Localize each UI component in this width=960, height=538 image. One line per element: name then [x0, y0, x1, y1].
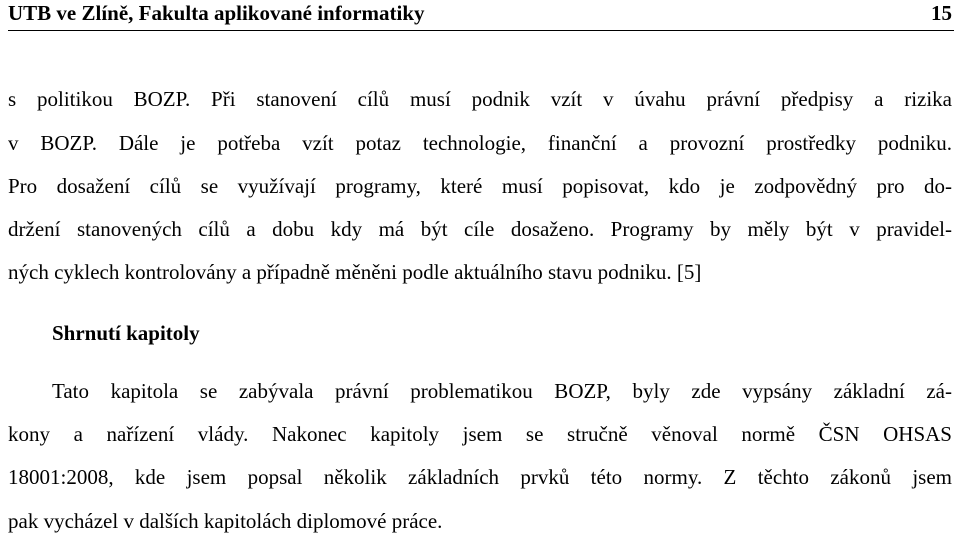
- paragraph-line: pak vycházel v dalších kapitolách diplomové práce.: [8, 509, 443, 533]
- paragraph-line: kony a nařízení vlády. Nakonec kapitoly jsem se stručně věnoval normě ČSN OHSAS: [8, 422, 952, 446]
- page-header: [8, 0, 954, 31]
- header-title: UTB ve Zlíně, Fakulta aplikované informatiky: [8, 1, 425, 25]
- section-heading: Shrnutí kapitoly: [52, 321, 200, 345]
- paragraph-line: s politikou BOZP. Při stanovení cílů musí podnik vzít v úvahu právní předpisy a rizika: [8, 87, 952, 111]
- paragraph-line: Pro dosažení cílů se využívají programy, které musí popisovat, kdo je zodpovědný pro do-: [8, 174, 952, 198]
- paragraph-line: 18001:2008, kde jsem popsal několik základních prvků této normy. Z těchto zákonů jsem: [8, 465, 952, 489]
- page-number: 15: [931, 1, 952, 25]
- paragraph-line: Tato kapitola se zabývala právní problematikou BOZP, byly zde vypsány základní zá-: [52, 379, 952, 403]
- paragraph-line: ných cyklech kontrolovány a případně měněni podle aktuálního stavu podniku. [5]: [8, 260, 702, 284]
- paragraph-line: v BOZP. Dále je potřeba vzít potaz technologie, finanční a provozní prostředky podniku.: [8, 131, 952, 155]
- paragraph-line: držení stanovených cílů a dobu kdy má být cíle dosaženo. Programy by měly být v pravidel-: [8, 217, 952, 241]
